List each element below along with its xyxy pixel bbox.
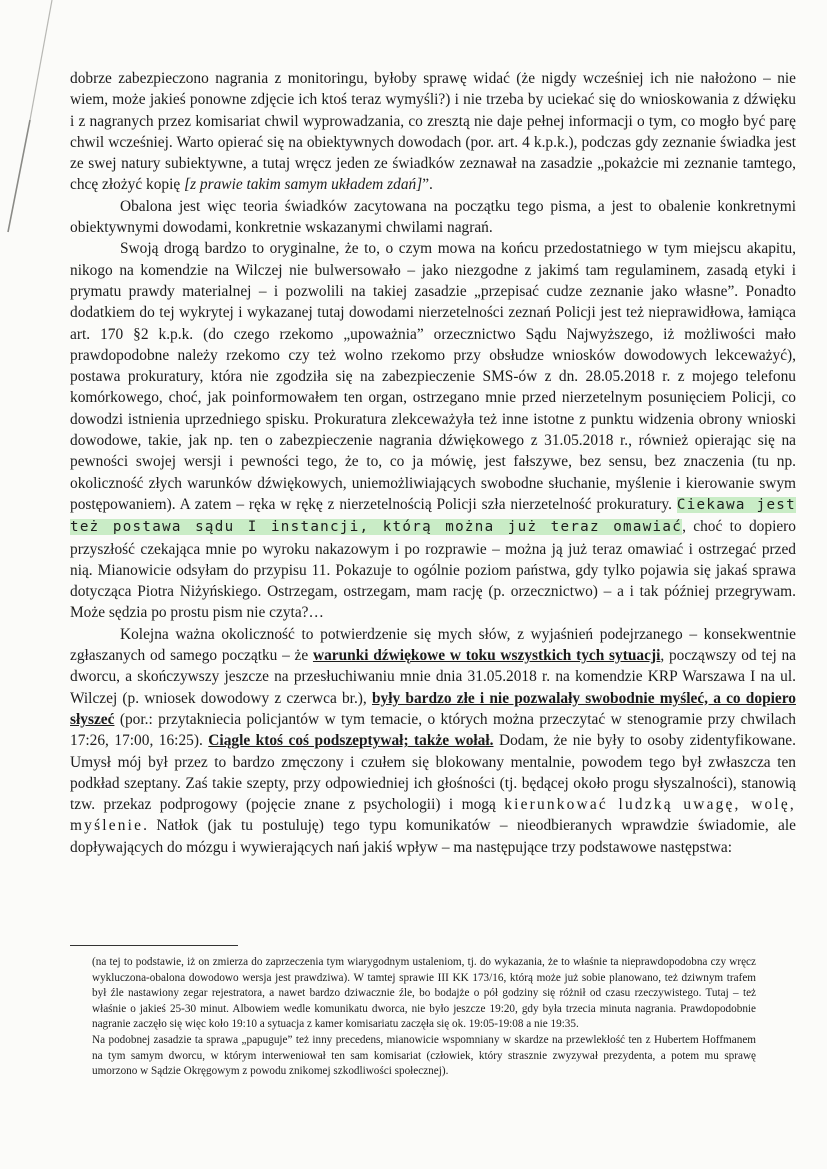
- paragraph: [70, 196, 796, 239]
- text-run: Dodam, że nie były to osoby zidentyfikowane. Umysł mój był przez to bardzo zmęczony i czułem się blokowany mentalnie, powodem tego był zwłaszcza ten podkład szeptany. Zaś takie szepty, przy odpowiedniej ich głośności (tj. będącej około progu słyszalności), stanowią tzw. przekaz podprogowy (pojęcie znane z psychologii) i mogą: [70, 732, 796, 814]
- paragraph: [70, 238, 796, 623]
- text-run: dobrze zabezpieczono nagrania z monitoringu, byłoby sprawę widać (że nigdy wcześniej ich nie nałożono – nie wiem, może jakieś ponowne zdjęcie ich ktoś teraz wymyśli?) i nie trzeba by uciekać się do wnioskowania z dźwięku i z nagranych przez komisariat chwil wyprowadzania, co zresztą nie daje pełnej informacji o tym, co mogło być parę chwil wcześniej. Warto opierać się na obiektywnych dowodach (por. art. 4 k.p.k.), podczas gdy zeznanie świadka jest ze swej natury subiektywne, a tutaj wręcz jeden ze świadków zeznawał na zasadzie „pokażcie mi zeznanie tamtego, chcę złożyć kopię: [70, 70, 796, 194]
- text-run: Kolejna ważna okoliczność to potwierdzenie się mych słów, z wyjaśnień podejrzanego – konsekwentnie zgłaszanych od samego początku – że: [70, 625, 796, 665]
- text-run: (por.: przytakniecia policjantów w tym temacie, o których można przeczytać w stenogramie przy chwilach 17:26, 17:00, 16:25).: [70, 710, 796, 750]
- text-run: Obalona jest więc teoria świadków zacytowana na początku tego pisma, a jest to obalenie konkretnymi obiektywnymi dowodami, konkretnie wskazanymi chwilami nagrań.: [70, 197, 796, 237]
- footnote-text: (na tej to podstawie, iż on zmierza do zaprzeczenia tym wiarygodnym ustaleniom, tj. do wykazania, że to właśnie ta nieprawdopodobna czy wręcz wykluczona-obalona dowodowo wersja jest prawdziwa). W tamtej sprawie III KK 173/16, którą może już sobie planowano, też dziwnym trafem był źle nastawiony zegar rejestratora, a nawet bardzo dziwacznie źle, bo bodajże o pół godziny się różnił od czasu rzeczywistego. Tutaj – też właśnie o jakieś 25-30 minut. Albowiem wedle komunikatu dworca, nie było jeszcze 19:20, gdy była trzecia minuta nagrania. Prawdopodobnie nagranie zaczęło się więc koło 19:10 a sytuacja z kamer komisariatu zaczęła się ok. 19:05-19:08 a nie 19:35.: [92, 956, 756, 1031]
- footnote-text: Na podobnej zasadzie ta sprawa „papuguje” też inny precedens, mianowicie wspomniany w skardze na przewlekłość ten z Hubertem Hoffmanem na tym samym dworcu, w którym interweniował ten sam komisariat (człowiek, który strasznie zwyzywał prezydenta, a potem mu sprawę umorzono w Sądzie Okręgowym z powodu znikomej szkodliwości społecznej).: [92, 1033, 756, 1078]
- underlined-emphasis: Ciągle ktoś coś podszeptywał; także wołał.: [208, 732, 494, 750]
- text-run: ”.: [422, 176, 433, 194]
- highlighted-text: Ciekawa jest też postawa sądu I instancji, którą można już teraz omawiać: [70, 496, 796, 536]
- document-body: [70, 68, 796, 858]
- text-run: , począwszy od tej na dworcu, a skończywszy jeszcze na przesłuchiwaniu mnie dnia 31.05.2018 r. na komendzie KRP Warszawa I na ul. Wilczej (p. wniosek dowodowy z czerwca br.),: [70, 647, 796, 707]
- paragraph: [70, 624, 796, 858]
- spaced-emphasis: kierunkować ludzką uwagę, wolę, myślenie: [70, 796, 796, 835]
- text-run: Swoją drogą bardzo to oryginalne, że to, o czym mowa na końcu przedostatniego w tym miejscu akapitu, nikogo na komendzie na Wilczej nie bulwersowało – jako niezgodne z jakimś tam regulaminem, zasadą etyki i prymatu prawdy materialnej – i pozwolili na takiej zasadzie „przepisać cudze zeznanie jako własne”. Ponadto dodatkiem do tej wykrytej i wykazanej tutaj dowodami nierzetelności zeznań Policji jest też nieprawidłowa, łamiąca art. 170 §2 k.p.k. (do czego rzekomo „upoważnia” orzecznictwo Sądu Najwyższego, iż możliwości mało prawdopodobne należy rzekomo czy też wolno rzekomo przy obsłudze wniosków dowodowych lekceważyć), postawa prokuratury, która nie zgodziła się na zabezpieczenie SMS-ów z dn. 28.05.2018 r. z mojego telefonu komórkowego, choć, jak poinformowałem ten organ, ostrzegano mnie przed nierzetelnym posunięciem Policji, co dowodzi istnienia uprzedniego spisku. Prokuratura zlekceważyła też inne istotne z punktu widzenia obrony wnioski dowodowe, takie, jak np. ten o zabezpieczenie nagrania dźwiękowego z 31.05.2018 r., również opierając się na pewności swojej wersji i pewności tego, że to, co ja mówię, jest fałszywe, bez sensu, bez znaczenia (tu np. okoliczność złych warunków dźwiękowych, uniemożliwiających swobodne słuchanie, myślenie i kierowanie swym postępowaniem). A zatem – ręka w rękę z nierzetelnością Policji szła nierzetelność prokuratury.: [70, 240, 796, 513]
- text-run: , choć to dopiero przyszłość czekająca mnie po wyroku nakazowym i po rozprawie – można ją już teraz omawiać i ostrzegać przed nią. Mianowicie odsyłam do przypisu 11. Pokazuje to ogólnie poziom państwa, gdy tylko pojawia się jakaś sprawa dotycząca Piotra Niżyńskiego. Ostrzegam, ostrzegam, mam rację (p. orzecznictwo) – a i tak później przegrywam. Może sędzia po prostu pism nie czyta?…: [70, 518, 796, 622]
- footnotes: [92, 955, 756, 1080]
- text-run: . Natłok (jak tu postuluję) tego typu komunikatów – nieodbieranych wprawdzie świadomie, ale dopływających do mózgu i wywierających nań jakiś wpływ – ma następujące trzy podstawowe następstwa:: [70, 817, 796, 856]
- paragraph: [70, 68, 796, 196]
- footnote-divider: [70, 945, 238, 946]
- underlined-emphasis: warunki dźwiękowe w toku wszystkich tych sytuacji: [312, 647, 661, 665]
- underlined-emphasis: były bardzo złe i nie pozwalały swobodnie myśleć, a co dopiero słyszeć: [70, 689, 796, 728]
- italic-text: [z prawie takim samym układem zdań]: [184, 176, 423, 194]
- scan-edge-mark: [0, 0, 60, 240]
